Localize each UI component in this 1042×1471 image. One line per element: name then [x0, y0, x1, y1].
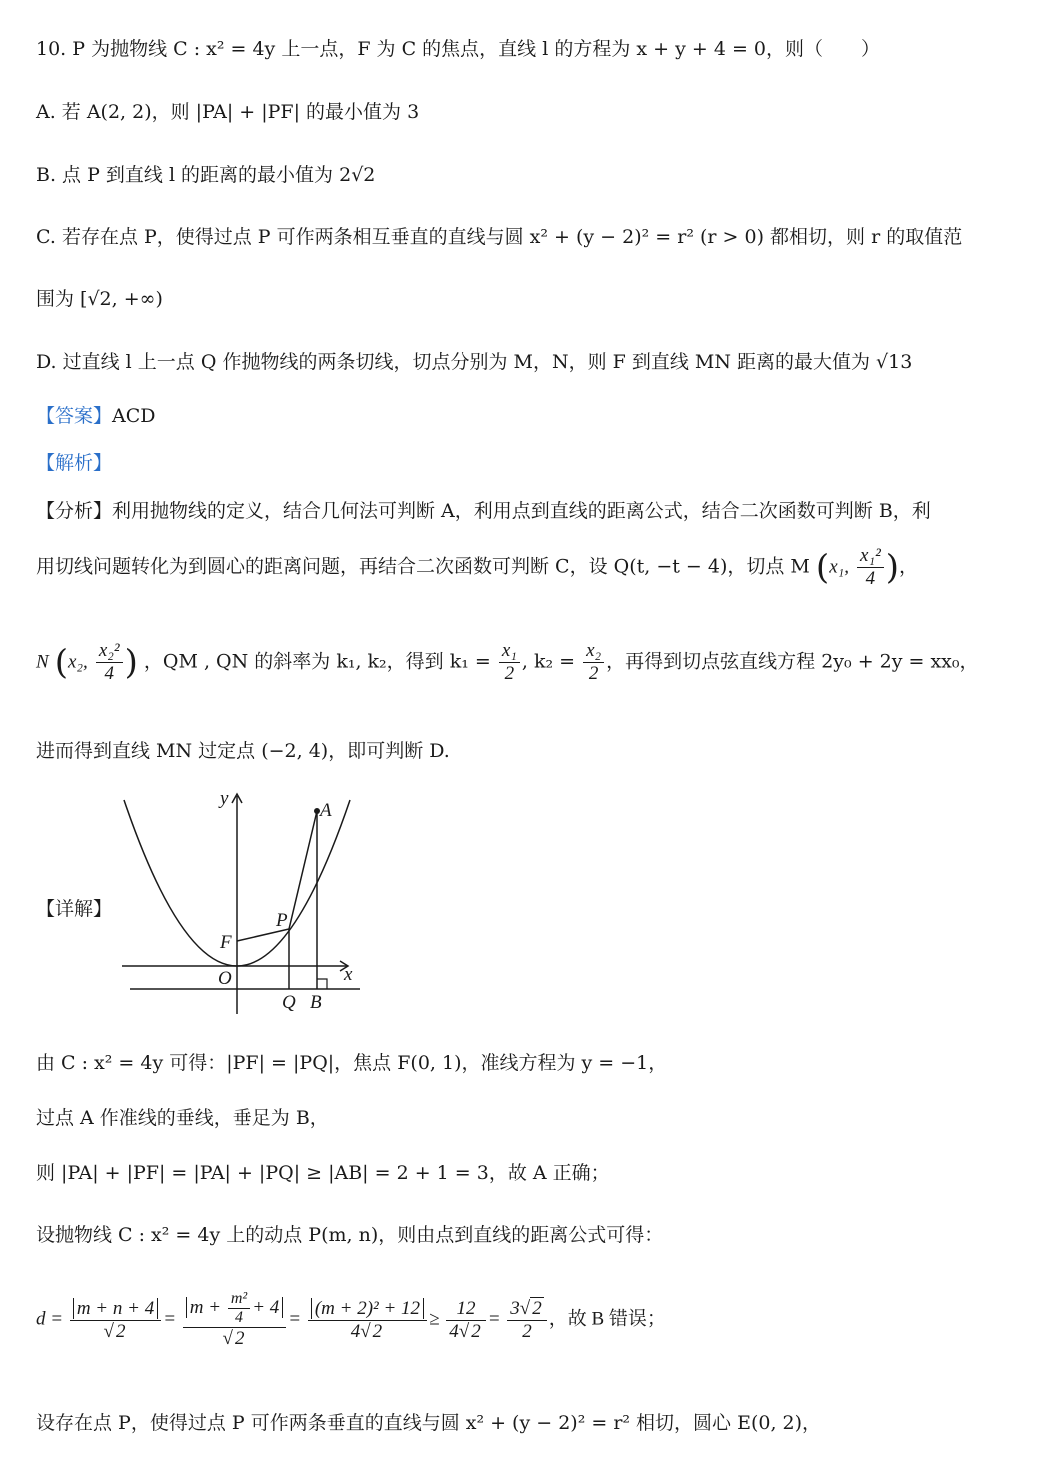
- dist-frac-2-inner-num: m²: [228, 1290, 250, 1309]
- analysis-chord-text: ，再得到切点弦直线方程 2y₀ + 2y = xx₀，: [606, 650, 979, 673]
- distance-formula: d = $\frac{m + n + 4}{√ 2}$ = m + $\frac{\text{m²}}{4}$ + 4 √ 2 = $\frac{\text{(m + 2)² + 12}}{4√ 2}$ ≥ $\frac{12}{4√ 2}$ = $\frac{3√ 2}{2}$ ，故 B 错误；: [36, 1290, 666, 1349]
- answer-row: [36, 401, 156, 428]
- solution-s4: 设抛物线 C : x² = 4y 上的动点 P(m, n)，则由点到直线的距离公式可得：: [36, 1224, 664, 1246]
- analysis-text2: 用切线问题转化为到圆心的距离问题，再结合二次函数可判断 C，设 Q(t, −t − 4)，切点 M: [36, 555, 810, 578]
- paren-open: (: [815, 547, 830, 588]
- option-a: A. 若 A(2, 2)，则 |PA| + |PF| 的最小值为 3: [36, 101, 420, 123]
- parabola-figure: [112, 786, 372, 1026]
- dist-frac-2: m + $\frac{\text{m²}}{4}$ + 4 √ 2: [183, 1290, 286, 1350]
- d-label: d =: [36, 1308, 64, 1330]
- analysis-line1: [36, 496, 931, 523]
- dist-frac-5-den: 2: [522, 1320, 532, 1342]
- label-o: O: [218, 968, 232, 989]
- point-n-den: 4: [104, 663, 114, 684]
- dist-frac-2-den: 2: [234, 1328, 245, 1349]
- option-c-line1: C. 若存在点 P，使得过点 P 可作两条相互垂直的直线与圆 x² + (y − 2)² = r² (r > 0) 都相切，则 r 的取值范: [36, 226, 963, 248]
- dist-frac-2-inner-den: 4: [235, 1309, 243, 1326]
- paren-open-n: (: [54, 642, 68, 683]
- dist-frac-4-num: 12: [446, 1298, 485, 1321]
- point-m-num: x₁²: [857, 545, 884, 568]
- solution-s3: 则 |PA| + |PF| = |PA| + |PQ| ≥ |AB| = 2 + 1 = 3，故 A 正确；: [36, 1162, 610, 1184]
- dist-frac-4: $\frac{12}{4√ 2}$: [446, 1298, 485, 1343]
- dist-frac-5: $\frac{3√ 2}{2}$: [507, 1298, 546, 1343]
- dist-frac-5-num-a: 3: [510, 1297, 520, 1319]
- paren-close: ): [885, 547, 900, 588]
- label-y: y: [220, 788, 229, 809]
- dist-frac-2-num-a: m +: [189, 1296, 222, 1318]
- solution-s2: 过点 A 作准线的垂线，垂足为 B，: [36, 1107, 329, 1129]
- analysis-heading: 【解析】: [36, 452, 113, 474]
- conclusion-b: ，故 B 错误；: [548, 1308, 666, 1330]
- right-angle-mark: [317, 979, 327, 989]
- point-n-label: N: [36, 651, 49, 673]
- label-a: A: [320, 800, 332, 821]
- dist-frac-4-den-b: 2: [471, 1320, 481, 1342]
- analysis-slope-text: ，QM , QN 的斜率为 k₁, k₂，得到 k₁ =: [143, 650, 491, 673]
- dist-frac-2-inner: [228, 1290, 250, 1327]
- option-d: D. 过直线 l 上一点 Q 作抛物线的两条切线，切点分别为 M，N，则 F 到直线 MN 距离的最大值为 √13: [36, 351, 913, 373]
- label-q: Q: [282, 992, 296, 1013]
- dist-frac-3: $\frac{\text{(m + 2)² + 12}}{4√ 2}$: [308, 1298, 427, 1343]
- analysis-line2: 用切线问题转化为到圆心的距离问题，再结合二次函数可判断 C，设 Q(t, −t − 4)，切点 M (x₁, $\frac{\text{x₁²}}{4}$ )，: [36, 545, 919, 589]
- answer-value: ACD: [112, 405, 156, 427]
- point-m-x: x₁,: [829, 556, 849, 578]
- point-n-frac: [96, 640, 123, 685]
- solution-s5: 设存在点 P，使得过点 P 可作两条垂直的直线与圆 x² + (y − 2)² = r² 相切，圆心 E(0, 2)，: [36, 1412, 822, 1434]
- problem-stem: 10. P 为抛物线 C : x² = 4y 上一点，F 为 C 的焦点，直线 l 的方程为 x + y + 4 = 0，则（ ）: [36, 38, 880, 60]
- point-n-num: x₂²: [96, 640, 123, 663]
- label-p: P: [276, 910, 288, 931]
- paren-close-n: ): [124, 642, 138, 683]
- detail-label: 【详解】: [36, 898, 113, 920]
- answer-label: 【答案】: [36, 405, 113, 427]
- option-c-line2: 围为 [√2, +∞): [36, 288, 163, 310]
- dist-frac-3-den-b: 2: [372, 1320, 383, 1342]
- label-x: x: [344, 964, 353, 985]
- dist-frac-2-num-b: + 4: [252, 1296, 280, 1318]
- option-b: B. 点 P 到直线 l 的距离的最小值为 2√2: [36, 164, 376, 186]
- dist-frac-3-num: (m + 2)² + 12: [311, 1298, 424, 1319]
- k1-den: 2: [504, 663, 515, 684]
- dist-frac-3-den-a: 4: [350, 1320, 361, 1342]
- dist-frac-1-den: 2: [115, 1320, 126, 1342]
- point-m-den: 4: [865, 568, 876, 589]
- point-m-frac: [857, 545, 884, 590]
- dist-frac-4-den-a: 4: [449, 1320, 459, 1342]
- analysis-line3: [36, 640, 979, 685]
- analysis-line4: 进而得到直线 MN 过定点 (−2, 4)，即可判断 D.: [36, 740, 450, 762]
- k2-den: 2: [588, 663, 599, 684]
- k2-frac: [583, 640, 604, 685]
- solution-s1: 由 C : x² = 4y 可得：|PF| = |PQ|，焦点 F(0, 1)，准线方程为 y = −1，: [36, 1052, 668, 1074]
- analysis-text1: 利用抛物线的定义，结合几何法可判断 A，利用点到直线的距离公式，结合二次函数可判断 B，利: [112, 500, 931, 522]
- dist-frac-5-num-b: 2: [532, 1297, 542, 1319]
- point-n-x: x₂,: [68, 651, 88, 673]
- dist-frac-1-num: m + n + 4: [73, 1298, 158, 1319]
- k2-label: , k₂ =: [521, 650, 576, 673]
- label-f: F: [220, 932, 232, 953]
- k1-num: x₁: [499, 640, 520, 663]
- analysis-label: 【分析】: [36, 500, 113, 522]
- dist-frac-1: $\frac{m + n + 4}{√ 2}$: [70, 1298, 161, 1343]
- k2-num: x₂: [583, 640, 604, 663]
- label-b: B: [310, 992, 322, 1013]
- k1-frac: [499, 640, 520, 685]
